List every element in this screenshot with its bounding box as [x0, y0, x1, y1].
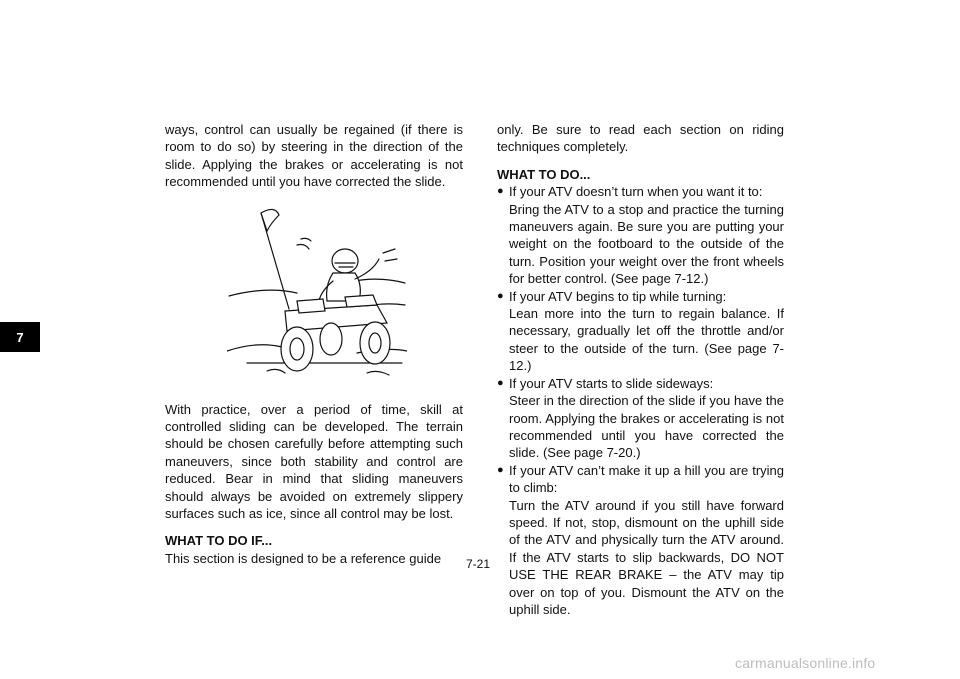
section-heading-what-to-do-if: WHAT TO DO IF... [165, 533, 273, 549]
watermark: carmanualsonline.info [735, 655, 876, 671]
list-item-body: Lean more into the turn to regain balance. If necessary, gradually let off the throttle and/or steer to the outside of the turn. (See page 7-12.) [509, 306, 784, 374]
bullet-icon: ● [497, 376, 504, 389]
list-item [497, 288, 784, 375]
left-column [165, 121, 463, 567]
list-item-lead: If your ATV doesn’t turn when you want it to: [509, 184, 763, 200]
list-item [497, 375, 784, 462]
list-item [497, 462, 784, 619]
chapter-tab: 7 [0, 322, 40, 352]
section-heading-what-to-do: WHAT TO DO... [497, 166, 591, 182]
list-item [497, 183, 784, 287]
atv-rider-illustration [227, 201, 407, 391]
right-column [497, 121, 784, 618]
list-item-body: Steer in the direction of the slide if you have the room. Applying the brakes or accelerating is not recommended until you have corrected the slide. (See page 7-20.) [509, 393, 784, 461]
page-number: 7-21 [466, 557, 491, 571]
list-item-lead: If your ATV starts to slide sideways: [509, 375, 714, 391]
list-item-lead: If your ATV begins to tip while turning: [509, 288, 727, 304]
left-paragraph-2: With practice, over a period of time, skill at controlled sliding can be developed. The terrain should be chosen carefully before attempting such maneuvers, since both stability and control are reduced. Bear in mind that sliding maneuvers should always be avoided on extremely slippery surfaces such as ice, since all control may be lost. [165, 401, 463, 522]
bullet-list [497, 183, 784, 618]
right-continuation-text: only. Be sure to read each section on riding techniques completely. [497, 122, 784, 155]
left-intro-text: ways, control can usually be regained (if there is room to do so) by steering in the direction of the slide. Applying the brakes or accelerating is not recommended until you have corrected the slide. [165, 122, 463, 190]
left-paragraph-3: This section is designed to be a reference guide [165, 550, 442, 566]
list-item-body: Bring the ATV to a stop and practice the turning maneuvers again. Be sure you are putting your weight on the footboard to the outside of the turn. Position your weight over the front wheels for better control. (See page 7-12.) [509, 201, 784, 287]
list-item-body: Turn the ATV around if you still have forward speed. If not, stop, dismount on the uphill side of the ATV and physically turn the ATV around. If the ATV starts to slip backwards, DO NOT USE THE REAR BRAKE – the ATV may tip over on top of you. Dismount the ATV on the uphill side. [509, 497, 784, 617]
list-item-lead: If your ATV can’t make it up a hill you are trying to climb: [509, 462, 784, 496]
bullet-icon: ● [497, 463, 504, 476]
bullet-icon: ● [497, 185, 504, 198]
bullet-icon: ● [497, 289, 504, 302]
